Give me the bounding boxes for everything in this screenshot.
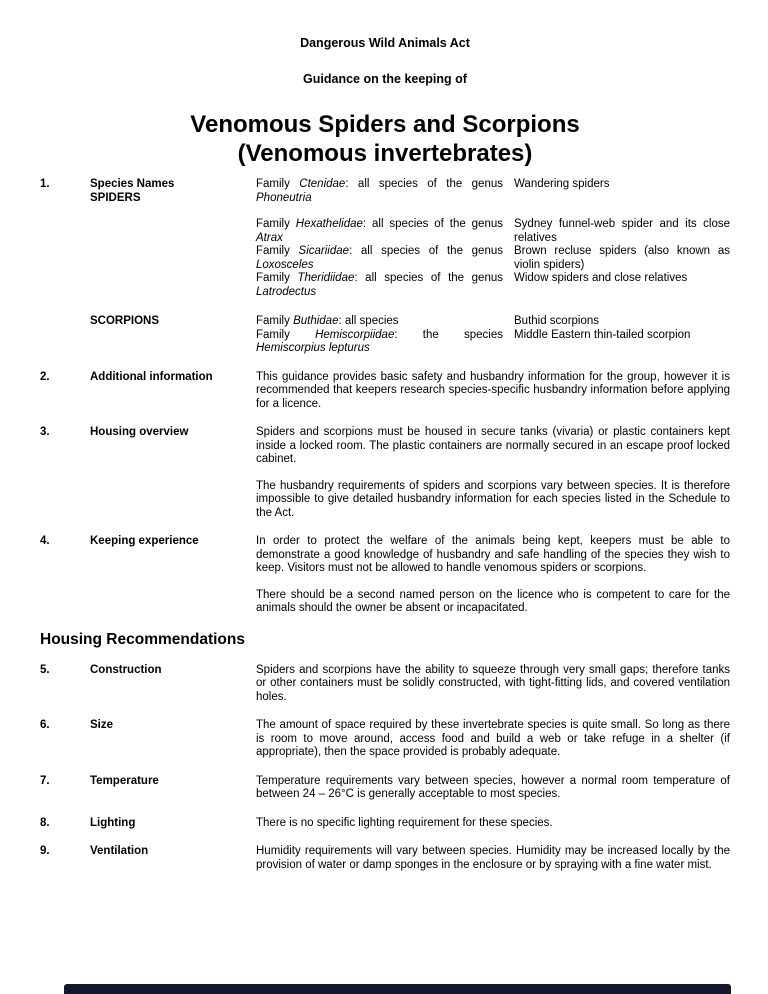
section-body (256, 845, 730, 872)
section-number: 5. (40, 663, 50, 676)
species-group-label: SCORPIONS (90, 315, 160, 327)
species-row (256, 315, 730, 329)
document-title (40, 110, 730, 168)
section-label: Temperature (90, 774, 159, 787)
section-label: Housing overview (90, 426, 189, 438)
species-common-name: Wandering spiders (514, 178, 610, 190)
section-body (256, 775, 730, 802)
footer-bar (64, 984, 731, 994)
species-rows (256, 315, 730, 356)
species-family: Family Sicariidae: all species of the genus Loxosceles (256, 245, 503, 271)
section-body (256, 535, 730, 616)
section-body (256, 817, 730, 831)
housing-recommendations-heading: Housing Recommendations (40, 630, 245, 648)
section-body (256, 426, 730, 520)
act-title: Dangerous Wild Animals Act (300, 36, 470, 50)
species-rows (256, 178, 730, 299)
species-family: Family Hexathelidae: all species of the genus Atrax (256, 218, 503, 244)
section-body (256, 719, 730, 760)
species-row (256, 218, 730, 245)
section-label: Keeping experience (90, 535, 199, 547)
section-species-names (40, 178, 730, 356)
numbered-sections-bottom (40, 664, 730, 873)
species-family: Family Hemiscorpiidae: the species Hemiscorpius lepturus (256, 328, 503, 354)
section-construction (40, 664, 730, 705)
section-number: 1. (40, 178, 50, 190)
section-paragraph: Humidity requirements will vary between species. Humidity may be increased locally by the provision of water or damp sponges in the enclosure or by spraying with a fine water mist. (256, 845, 730, 871)
section-paragraph: The amount of space required by these invertebrate species is quite small. So long as there is room to move around, access food and build a web or take refuge in a shelter (if appropriate), then the space provided is probably adequate. (256, 719, 730, 758)
section-lighting (40, 817, 730, 831)
section-label: Ventilation (90, 845, 149, 857)
species-row (256, 329, 730, 356)
species-common-name: Middle Eastern thin-tailed scorpion (514, 328, 691, 341)
section-number: 4. (40, 535, 50, 547)
section-paragraph: This guidance provides basic safety and husbandry information for the group, however it is recommended that keepers research species-specific husbandry information before applying for a licence. (256, 370, 730, 410)
section-keeping-experience (40, 535, 730, 616)
section-body (256, 371, 730, 412)
species-row (256, 272, 730, 299)
document-title-line2: (Venomous invertebrates) (237, 140, 533, 167)
section-additional-information (40, 371, 730, 412)
species-family: Family Theridiidae: all species of the genus Latrodectus (256, 272, 503, 298)
section-size (40, 719, 730, 760)
section-number: 2. (40, 370, 50, 383)
species-common-name: Buthid scorpions (514, 315, 600, 327)
species-common-name: Brown recluse spiders (also known as violin spiders) (514, 245, 730, 271)
section-number: 7. (40, 774, 50, 787)
section-number: 3. (40, 426, 50, 438)
section-temperature (40, 775, 730, 802)
section-ventilation (40, 845, 730, 872)
section-label: Additional information (90, 370, 213, 383)
section-paragraph: There is no specific lighting requirement for these species. (256, 816, 553, 829)
section-paragraph: Temperature requirements vary between species, however a normal room temperature of between 24 – 26°C is generally acceptable to most species. (256, 774, 730, 800)
guidance-subtitle: Guidance on the keeping of (303, 72, 467, 86)
species-groups (90, 178, 730, 356)
section-paragraph: The husbandry requirements of spiders and scorpions vary between species. It is therefore impossible to give detailed husbandry information for each species listed in the Schedule to the Act. (256, 479, 730, 519)
section-number: 6. (40, 719, 50, 731)
document-header (40, 36, 730, 168)
section-housing-overview (40, 426, 730, 520)
species-group (90, 178, 730, 299)
section-label: Construction (90, 663, 162, 676)
species-family: Family Buthidae: all species (256, 315, 399, 327)
species-group (90, 315, 730, 356)
species-common-name: Widow spiders and close relatives (514, 272, 688, 284)
section-number: 8. (40, 816, 50, 829)
section-paragraph: Spiders and scorpions have the ability to squeeze through very small gaps; therefore tanks or other containers must be solidly constructed, with tight-fitting lids, and covered ventilation holes. (256, 663, 730, 703)
section-label: Lighting (90, 816, 136, 829)
species-row (256, 245, 730, 272)
document-title-line1: Venomous Spiders and Scorpions (190, 111, 580, 138)
species-row (256, 178, 730, 205)
section-paragraph: In order to protect the welfare of the animals being kept, keepers must be able to demonstrate a good knowledge of husbandry and safe handling of the species they wish to keep. Visitors must not be allowed to handle venomous spiders or scorpions. (256, 535, 730, 574)
species-common-name: Sydney funnel-web spider and its close relatives (514, 218, 730, 244)
numbered-sections-top (40, 371, 730, 616)
section-body (256, 664, 730, 705)
section-paragraph: Spiders and scorpions must be housed in secure tanks (vivaria) or plastic containers kept inside a locked room. The plastic containers are normally secured in an escape proof locked cabinet. (256, 426, 730, 465)
section-number: 9. (40, 845, 50, 857)
section-label: Size (90, 719, 114, 731)
species-family: Family Ctenidae: all species of the genus Phoneutria (256, 178, 503, 204)
section-paragraph: There should be a second named person on the licence who is competent to care for the animals should the owner be absent or incapacitated. (256, 588, 730, 614)
species-group-label: Species Names SPIDERS (90, 178, 175, 204)
